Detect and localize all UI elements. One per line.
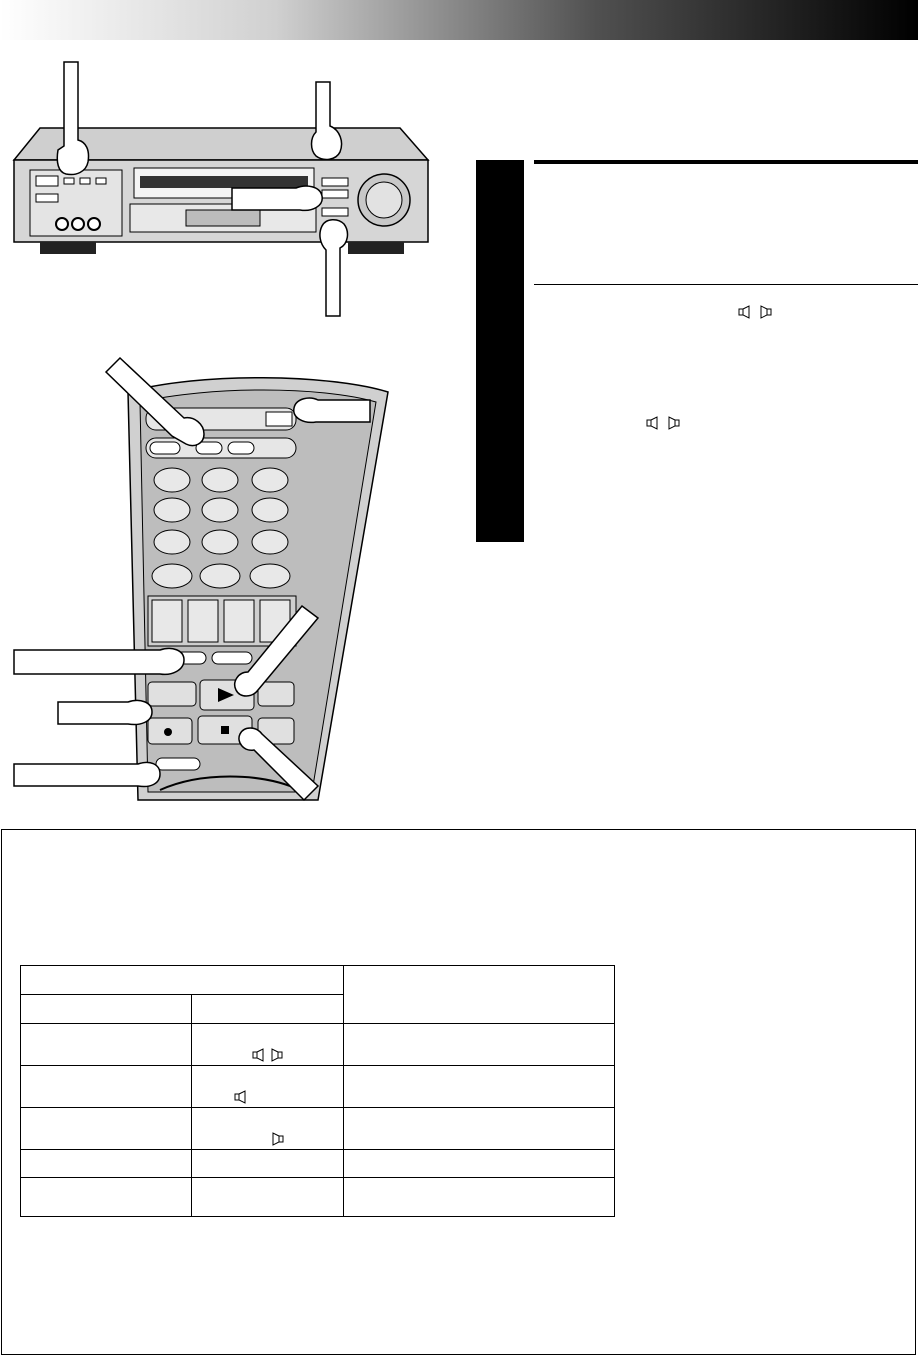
- table-subheader: [21, 995, 192, 1024]
- table-cell: [191, 1178, 344, 1217]
- pointing-hand-icon: [14, 648, 184, 674]
- table-row: [21, 1178, 615, 1217]
- speaker-left-icon: [269, 1048, 283, 1062]
- table-cell: [21, 1066, 192, 1108]
- reference-box: [1, 829, 916, 1355]
- table-cell: [191, 1066, 344, 1108]
- speaker-left-icon: [270, 1132, 284, 1146]
- pointing-hand-icon: [14, 762, 160, 786]
- section-rule-thick: [534, 160, 918, 164]
- table-cell: [344, 1150, 615, 1178]
- pointing-hand-icon: [294, 398, 370, 422]
- table-cell: [191, 1150, 344, 1178]
- table-cell: [344, 1178, 615, 1217]
- table-header-top: [21, 966, 344, 995]
- pointing-hand-icon: [312, 82, 342, 159]
- speaker-left-icon: [758, 305, 772, 319]
- side-tab: [476, 160, 524, 542]
- table-header-row: [21, 966, 615, 995]
- pointing-hand-icon: [58, 700, 152, 724]
- table-cell: [344, 1108, 615, 1150]
- table-subheader: [191, 995, 344, 1024]
- speaker-right-icon: [646, 416, 660, 430]
- pointing-hand-icon: [57, 62, 88, 175]
- table-cell: [21, 1108, 192, 1150]
- speaker-left-icon: [666, 416, 680, 430]
- table-row: [21, 1024, 615, 1066]
- page-header-bar: [0, 0, 918, 40]
- table-cell: [191, 1108, 344, 1150]
- table-cell: [21, 1024, 192, 1066]
- table-row: [21, 1150, 615, 1178]
- table-header-right: [344, 966, 615, 1024]
- table-cell: [21, 1178, 192, 1217]
- stereo-indicator: [738, 305, 772, 319]
- table-row: [21, 1066, 615, 1108]
- table-cell: [344, 1024, 615, 1066]
- speaker-right-icon: [738, 305, 752, 319]
- illustration: [0, 40, 918, 830]
- stereo-indicator: [646, 416, 680, 430]
- speaker-right-icon: [252, 1048, 266, 1062]
- pointing-hand-icon: [320, 220, 348, 316]
- audio-mode-table: [20, 965, 615, 1217]
- table-row: [21, 1108, 615, 1150]
- table-cell: [21, 1150, 192, 1178]
- table-cell: [344, 1066, 615, 1108]
- speaker-right-icon: [234, 1090, 248, 1104]
- section-rule-thin: [534, 284, 918, 285]
- pointing-hand-icon: [232, 186, 322, 210]
- table-cell: [191, 1024, 344, 1066]
